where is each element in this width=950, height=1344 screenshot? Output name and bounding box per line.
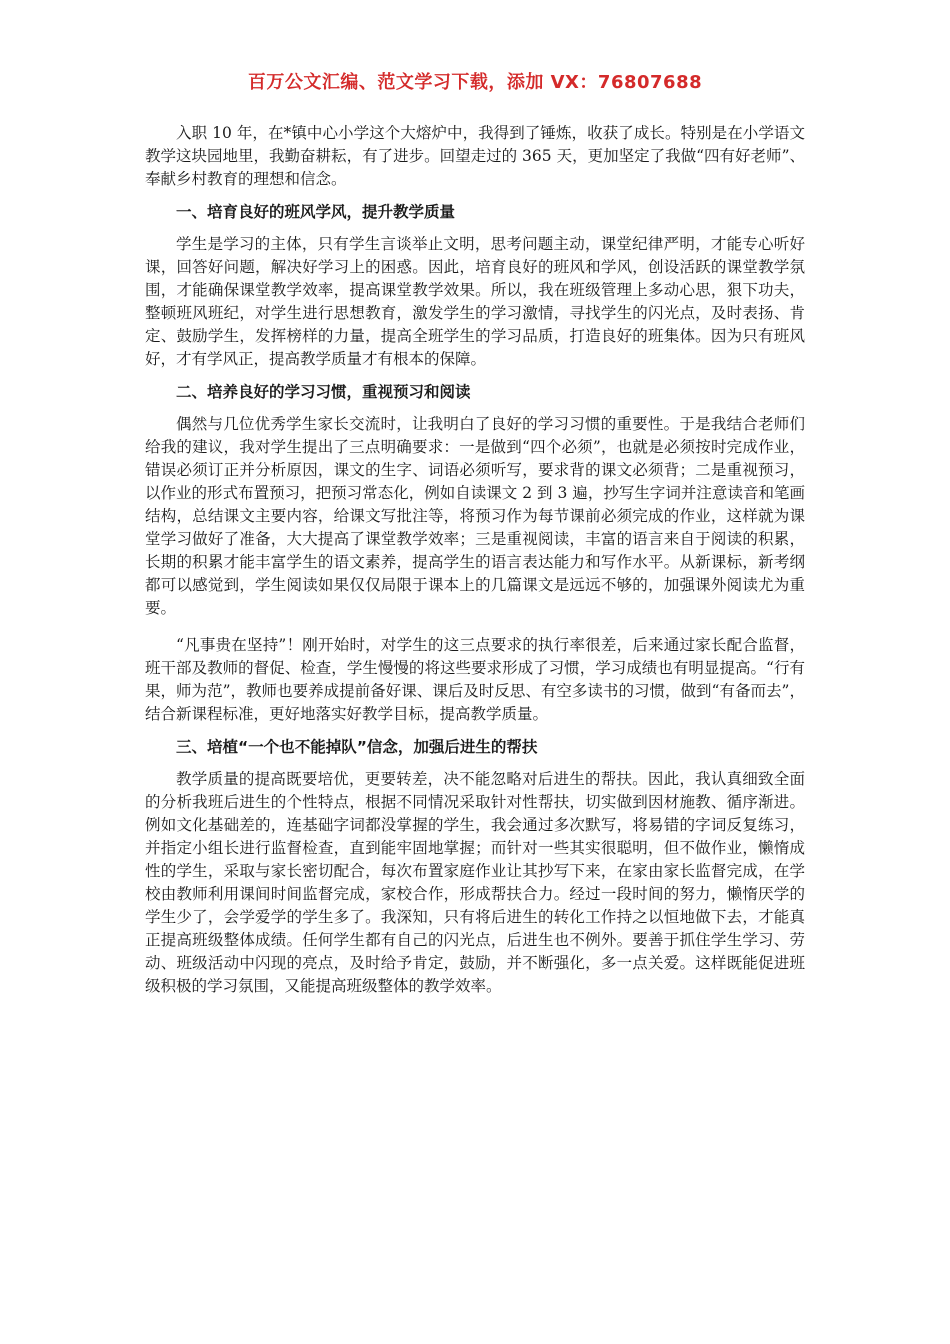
section-3-paragraph: 教学质量的提高既要培优，更要转差，决不能忽略对后进生的帮扶。因此，我认真细致全面的分析我班后进生的个性特点，根据不同情况采取针对性帮扶，切实做到因材施教、循序渐进。例如文化基础差的，连基础字词都没掌握的学生，我会通过多次默写，将易错的字词反复练习，并指定小组长进行监督检查，直到能牢固地掌握；而针对一些其实很聪明，但不做作业，懒惰成性的学生，采取与家长密切配合，每次布置家庭作业让其抄写下来，在家由家长监督完成，在学校由教师利用课间时间监督完成，家校合作，形成帮扶合力。经过一段时间的努力，懒惰厌学的学生少了，会学爱学的学生多了。我深知，只有将后进生的转化工作持之以恒地做下去，才能真正提高班级整体成绩。任何学生都有自己的闪光点，后进生也不例外。要善于抓住学生学习、劳动、班级活动中闪现的亮点，及时给予肯定，鼓励，并不断强化，多一点关爱。这样既能促进班级积极的学习氛围，又能提高班级整体的教学效率。 — [145, 770, 805, 995]
section-3-heading: 三、培植“一个也不能掉队”信念，加强后进生的帮扶 — [176, 738, 538, 756]
section-2-paragraph-1: 偶然与几位优秀学生家长交流时，让我明白了良好的学习习惯的重要性。于是我结合老师们给我的建议，我对学生提出了三点明确要求：一是做到“四个必须”，也就是必须按时完成作业，错误必须订正并分析原因，课文的生字、词语必须听写，要求背的课文必须背；二是重视预习，以作业的形式布置预习，把预习常态化，例如自读课文 2 到 3 遍，抄写生字词并注意读音和笔画结构，总结课文主要内容，给课文写批注等，将预习作为每节课前必须完成的作业，这样就为课堂学习做好了准备，大大提高了课堂教学效率；三是重视阅读，丰富的语言来自于阅读的积累，长期的积累才能丰富学生的语文素养，提高学生的语言表达能力和写作水平。从新课标，新考纲都可以感觉到，学生阅读如果仅仅局限于课本上的几篇课文是远远不够的，加强课外阅读尤为重要。 — [145, 415, 805, 617]
section-1-paragraph: 学生是学习的主体，只有学生言谈举止文明，思考问题主动，课堂纪律严明，才能专心听好课，回答好问题，解决好学习上的困惑。因此，培育良好的班风和学风，创设活跃的课堂教学氛围，才能确保课堂教学效率，提高课堂教学效果。所以，我在班级管理上多动心思，狠下功夫，整顿班风班纪，对学生进行思想教育，激发学生的学习激情，寻找学生的闪光点，及时表扬、肯定、鼓励学生，发挥榜样的力量，提高全班学生的学习品质，打造良好的班集体。因为只有班风好，才有学风正，提高教学质量才有根本的保障。 — [145, 235, 805, 368]
section-1-heading: 一、培育良好的班风学风，提升教学质量 — [176, 203, 456, 221]
intro-paragraph: 入职 10 年，在*镇中心小学这个大熔炉中，我得到了锤炼，收获了成长。特别是在小学语文教学这块园地里，我勤奋耕耘，有了进步。回望走过的 365 天，更加坚定了我做“四有好老师”、奉献乡村教育的理想和信念。 — [145, 124, 805, 188]
section-2-heading: 二、培养良好的学习习惯，重视预习和阅读 — [176, 383, 471, 401]
header-banner: 百万公文汇编、范文学习下载，添加 VX：76807688 — [247, 72, 703, 93]
document-body — [145, 122, 805, 998]
paragraph-spacer — [145, 620, 805, 634]
section-2-paragraph-2: “凡事贵在坚持”！刚开始时，对学生的这三点要求的执行率很差，后来通过家长配合监督，班干部及教师的督促、检查，学生慢慢的将这些要求形成了习惯，学习成绩也有明显提高。“行有果，师为范”，教师也要养成提前备好课、课后及时反思、有空多读书的习惯，做到“有备而去”，结合新课程标准，更好地落实好教学目标，提高教学质量。 — [145, 636, 805, 723]
